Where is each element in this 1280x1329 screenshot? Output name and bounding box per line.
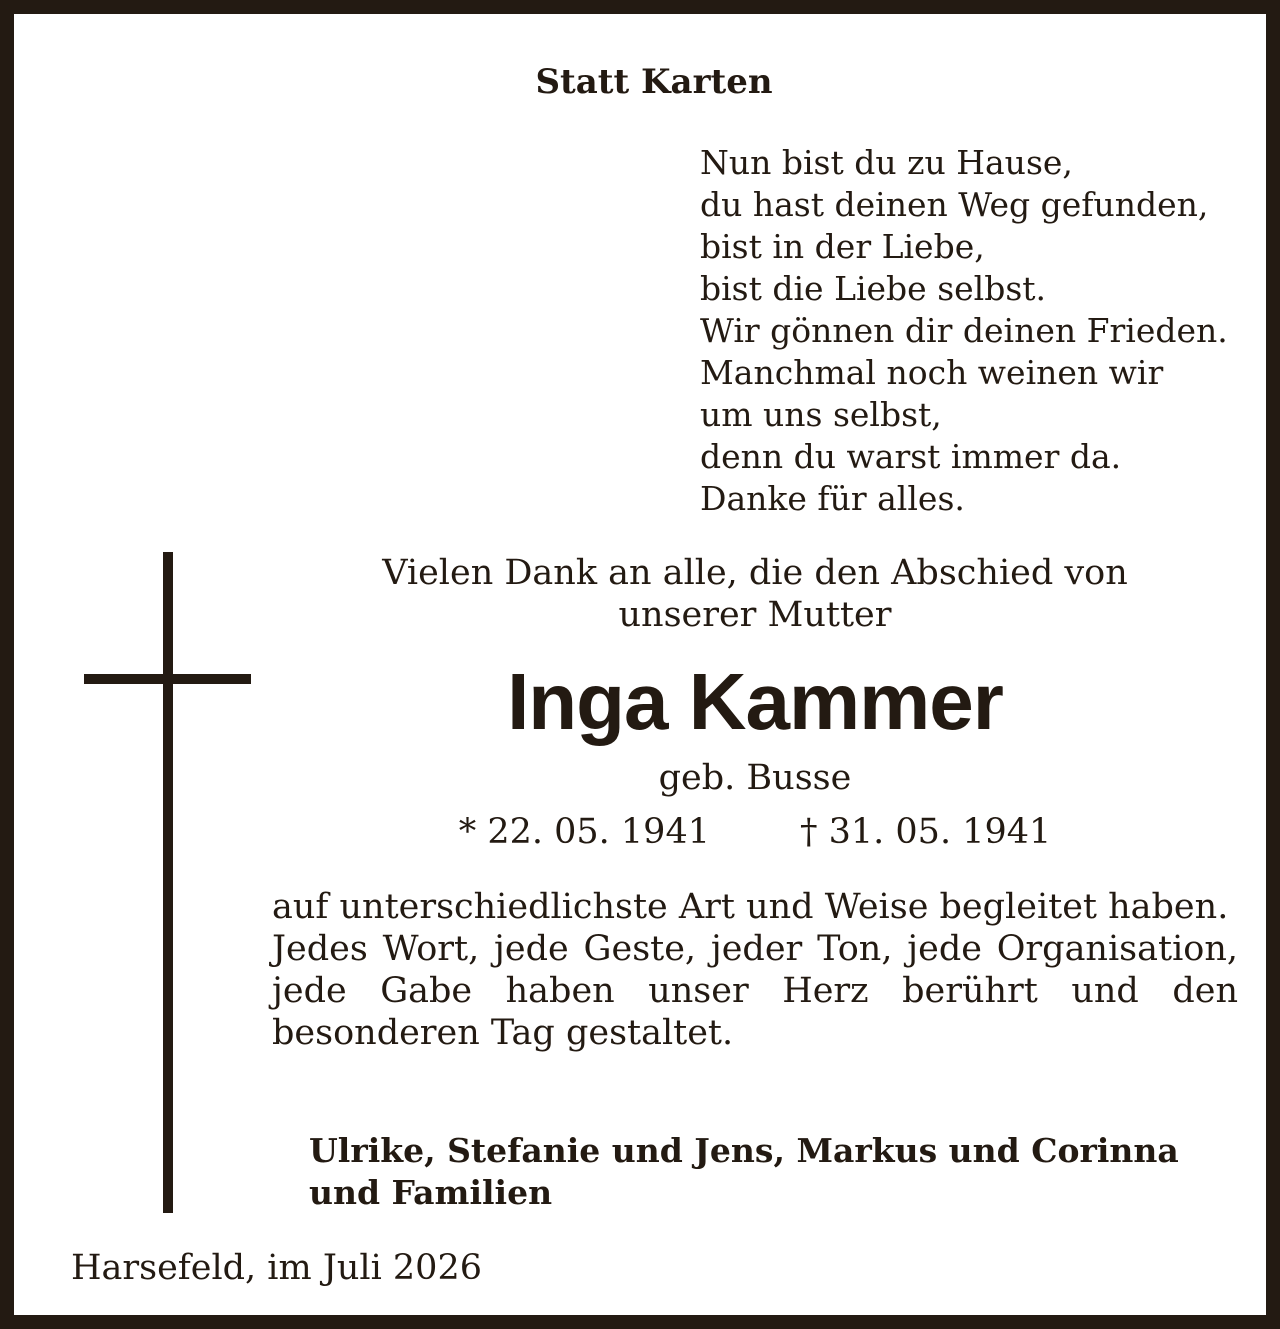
poem-line: Danke für alles. <box>700 479 965 518</box>
poem-line: um uns selbst, <box>700 395 942 434</box>
cross-horizontal-bar <box>84 674 251 684</box>
intro-line: unserer Mutter <box>618 595 892 635</box>
place-date: Harsefeld, im Juli 2026 <box>71 1248 482 1288</box>
signers-line: Ulrike, Stefanie und Jens, Markus und Corinna <box>309 1131 1179 1170</box>
thanks-text <box>272 886 1238 1054</box>
intro-line: Vielen Dank an alle, die den Abschied von <box>382 553 1128 593</box>
poem <box>700 142 1228 520</box>
thanks-paragraph: auf unterschiedlichste Art und Weise begleitet haben. <box>272 887 1229 927</box>
life-dates <box>272 810 1238 854</box>
thanks-paragraph: Jedes Wort, jede Geste, jeder Ton, jede Organisation, jede Gabe haben unser Herz berührt und den besonderen Tag gestaltet. <box>272 929 1238 1053</box>
cross-vertical-bar <box>163 552 173 1213</box>
poem-line: Nun bist du zu Hause, <box>700 143 1073 182</box>
poem-line: Manchmal noch weinen wir <box>700 353 1164 392</box>
poem-line: Wir gönnen dir deinen Frieden. <box>700 311 1228 350</box>
poem-line: bist in der Liebe, <box>700 227 985 266</box>
notice-header: Statt Karten <box>535 62 773 102</box>
poem-line: bist die Liebe selbst. <box>700 269 1047 308</box>
intro-text <box>272 552 1238 636</box>
death-date: † 31. 05. 1941 <box>800 812 1052 852</box>
birth-date: * 22. 05. 1941 <box>458 812 710 852</box>
poem-line: du hast deinen Weg gefunden, <box>700 185 1209 224</box>
signers <box>309 1130 1249 1214</box>
maiden-name: geb. Busse <box>658 758 852 798</box>
poem-line: denn du warst immer da. <box>700 437 1122 476</box>
deceased-name: Inga Kammer <box>507 657 1003 746</box>
signers-line: und Familien <box>309 1173 553 1212</box>
